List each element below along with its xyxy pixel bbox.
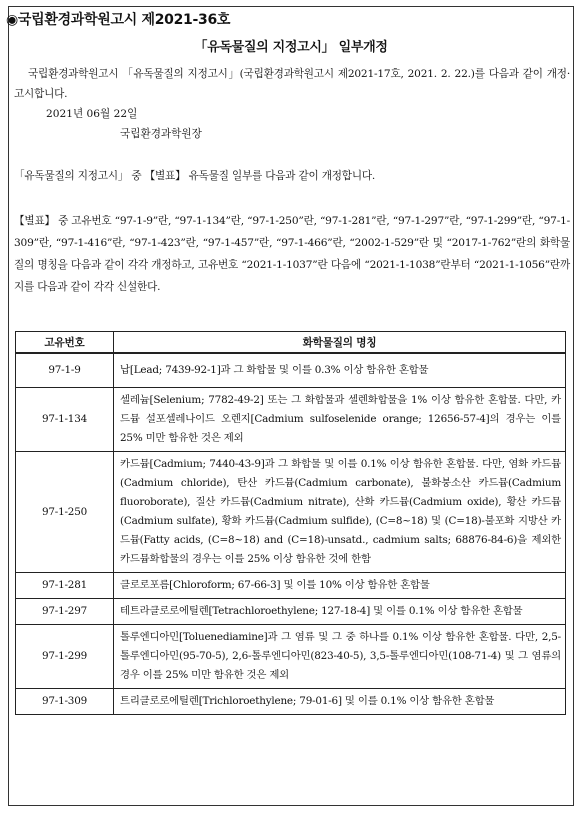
header-name: 화학물질의 명칭 bbox=[114, 332, 566, 354]
notice-title: 「유독물질의 지정고시」 일부개정 bbox=[194, 40, 388, 55]
signer: 국립환경과학원장 bbox=[120, 128, 202, 140]
table-row bbox=[16, 451, 566, 572]
table-row bbox=[16, 572, 566, 598]
intro-paragraph: 국립환경과학원고시 「유독물질의 지정고시」(국립환경과학원고시 제2021-17호, 2021. 2. 22.)를 다음과 같이 개정·고시합니다. bbox=[14, 68, 570, 100]
row-name: 카드뮴[Cadmium; 7440-43-9]과 그 화합물 및 이를 0.1% 이상 함유한 혼합물. 다만, 염화 카드뮴(Cadmium chloride), 탄산 카드뮴(Cadmium carbonate), 불화붕소산 카드뮴(Cadmium fluoroborate), 질산 카드뮴(Cadmium nitrate), 산화 카드뮴(Cadmium oxide), 황산 카드뮴(Cadmium sulfate), 황화 카드뮴(Cadmium sulfide), (C=8~18) 및 (C=18)-불포화 지방산 카드뮴(Fatty acids, (C=8~18) and (C=18)-unsatd., cadmium salts; 68876-84-6)을 제외한 카드뮴화합물의 경우는 이를 25% 이상 함유한 것에 한함 bbox=[114, 451, 566, 572]
row-name: 테트라클로로에틸렌[Tetrachloroethylene; 127-18-4] 및 이를 0.1% 이상 함유한 혼합물 bbox=[114, 598, 566, 624]
row-code: 97-1-281 bbox=[16, 572, 114, 598]
chemical-table bbox=[15, 331, 566, 715]
row-code: 97-1-309 bbox=[16, 688, 114, 714]
row-name: 톨루엔디아민[Toluenediamine]과 그 염류 및 그 중 하나를 0.1% 이상 함유한 혼합물. 다만, 2,5-톨루엔디아민(95-70-5), 2,6-톨루엔디아민(823-40-5), 3,5-톨루엔디아민(108-71-4) 및 그 염류의 경우 이를 25% 미만 함유한 것은 제외 bbox=[114, 624, 566, 688]
row-name: 납[Lead; 7439-92-1]과 그 화합물 및 이를 0.3% 이상 함유한 혼합물 bbox=[114, 353, 566, 387]
row-name: 트리클로로에틸렌[Trichloroethylene; 79-01-6] 및 이를 0.1% 이상 함유한 혼합물 bbox=[114, 688, 566, 714]
amendment-detail: 【별표】 중 고유번호 “97-1-9”란, “97-1-134”란, “97-1-250”란, “97-1-281”란, “97-1-297”란, “97-1-299”란, “97-1-309”란, “97-1-416”란, “97-1-423”란, “97-1-457”란, “97-1-466”란, “2002-1-529”란 및 “2017-1-762”란의 화학물질의 명칭을 다음과 같이 각각 개정하고, 고유번호 “2021-1-1037”란 다음에 “2021-1-1038”란부터 “2021-1-1056”란까지를 다음과 같이 각각 신설한다. bbox=[14, 215, 570, 293]
notice-date: 2021년 06월 22일 bbox=[46, 108, 138, 120]
amendment-statement: 「유독물질의 지정고시」 중 【별표】 유독물질 일부를 다음과 같이 개정합니다. bbox=[14, 170, 376, 182]
row-name: 클로로포름[Chloroform; 67-66-3] 및 이를 10% 이상 함유한 혼합물 bbox=[114, 572, 566, 598]
row-name: 셀레늄[Selenium; 7782-49-2] 또는 그 화합물과 셀렌화합물을 1% 이상 함유한 혼합물. 다만, 카드뮴 설포셀레나이드 오렌지[Cadmium sulfoselenide orange; 12656-57-4]의 경우는 이를 25% 미만 함유한 것은 제외 bbox=[114, 387, 566, 451]
table-row bbox=[16, 688, 566, 714]
table-row bbox=[16, 624, 566, 688]
row-code: 97-1-297 bbox=[16, 598, 114, 624]
row-code: 97-1-134 bbox=[16, 387, 114, 451]
row-code: 97-1-9 bbox=[16, 353, 114, 387]
notice-number: ◉국립환경과학원고시 제2021-36호 bbox=[6, 12, 231, 28]
table-row bbox=[16, 387, 566, 451]
row-code: 97-1-299 bbox=[16, 624, 114, 688]
row-code: 97-1-250 bbox=[16, 451, 114, 572]
table-row bbox=[16, 353, 566, 387]
header-code: 고유번호 bbox=[16, 332, 114, 354]
table-row bbox=[16, 598, 566, 624]
